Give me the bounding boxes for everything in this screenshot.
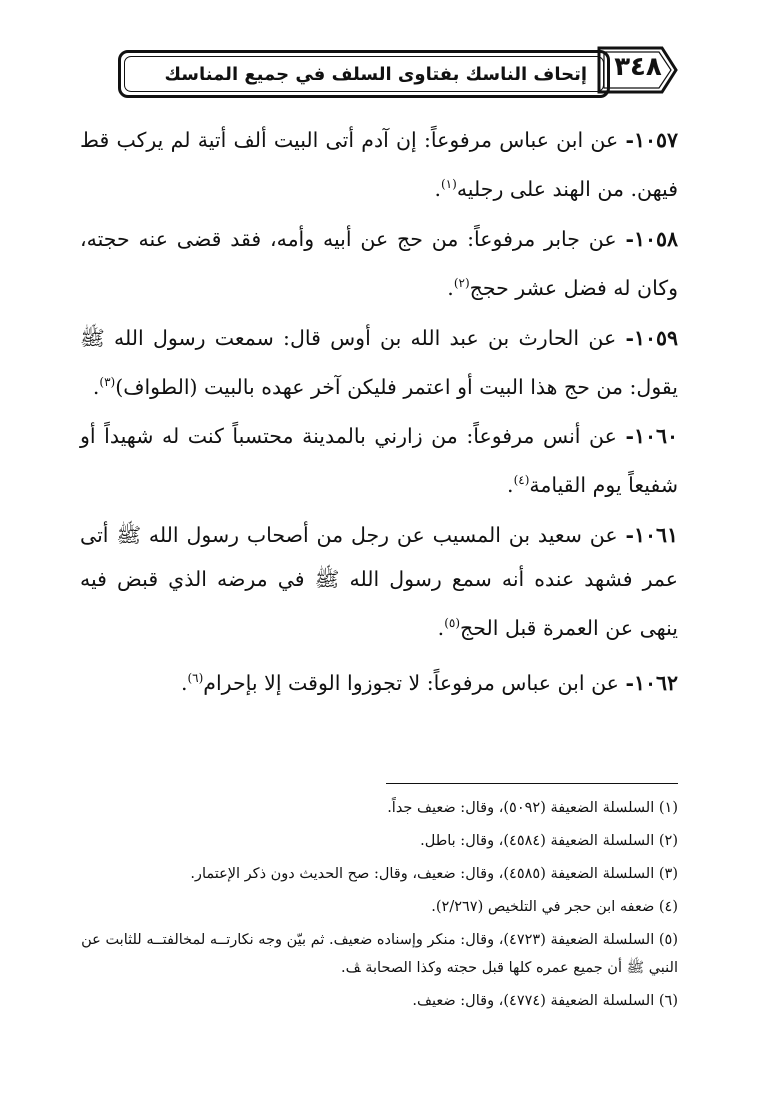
hadith-number: ١٠٥٨- [625, 226, 678, 251]
period: . [437, 616, 445, 641]
hadith-paragraph [80, 316, 678, 409]
hadith-text: عن الحارث بن عبد الله بن أوس قال: سمعت رسول الله ﷺ يقول: من حج هذا البيت أو اعتمر فليكن آخر عهده بالبيت (الطواف) [80, 325, 678, 399]
hadith-number: ١٠٦٢- [625, 670, 678, 695]
footnote: (٥) السلسلة الضعيفة (٤٧٢٣)، وقال: منكر وإسناده ضعيف. ثم بيّن وجه نكارتــه لمخالفتــه للثابت عن النبي ﷺ أن جميع عمره كلها قبل حجته وكذا الصحابة ﭫ. [81, 932, 678, 976]
hadith-paragraph [80, 118, 678, 211]
page-header [118, 44, 680, 100]
hadith-number: ١٠٦٠- [625, 424, 678, 449]
hadith-text: عن ابن عباس مرفوعاً: لا تجوزوا الوقت إلا بإحرام [203, 670, 626, 695]
hadith-number: ١٠٦١- [625, 523, 678, 548]
footnote-ref: (٣) [99, 374, 116, 389]
period: . [507, 473, 514, 498]
footnote: (٢) السلسلة الضعيفة (٤٥٨٤)، وقال: باطل. [420, 833, 678, 849]
hadith-text: عن ابن عباس مرفوعاً: إن آدم أتى البيت ألف أتية لم يركب قط فيهن. من الهند على رجليه [80, 128, 678, 201]
hadith-paragraph [80, 656, 678, 705]
hadith-number: ١٠٥٩- [625, 325, 678, 350]
period: . [180, 670, 188, 695]
hadith-text: عن سعيد بن المسيب عن رجل من أصحاب رسول الله ﷺ أتى عمر فشهد عنده أنه سمع رسول الله ﷺ في مرضه الذي قبض فيه ينهى عن العمرة قبل الحج [80, 523, 678, 641]
period: . [434, 176, 441, 201]
footnote: (٦) السلسلة الضعيفة (٤٧٧٤)، وقال: ضعيف. [412, 993, 678, 1009]
footnote: (٤) ضعفه ابن حجر في التلخيص (٢/٢٦٧). [431, 899, 678, 915]
footnote: (٣) السلسلة الضعيفة (٤٥٨٥)، وقال: ضعيف، وقال: صح الحديث دون ذكر الإعتمار. [190, 866, 678, 882]
hadith-paragraph [80, 414, 678, 507]
period: . [447, 275, 454, 300]
hadith-text: عن أنس مرفوعاً: من زارني بالمدينة محتسباً كنت له شهيداً أو شفيعاً يوم القيامة [80, 424, 678, 498]
footnotes [80, 794, 678, 1020]
main-text [80, 118, 678, 711]
footnote-ref: (٢) [453, 275, 470, 290]
footnote-ref: (٦) [187, 671, 204, 686]
footnote-ref: (٥) [444, 616, 461, 631]
period: . [92, 374, 100, 399]
hadith-number: ١٠٥٧- [625, 128, 678, 152]
hadith-paragraph [80, 513, 678, 650]
footnote-separator [386, 783, 678, 784]
page-number: ٣٤٨ [614, 52, 662, 82]
hadith-text: عن جابر مرفوعاً: من حج عن أبيه وأمه، فقد قضى عنه حجته، وكان له فضل عشر حجج [80, 226, 678, 300]
footnote-ref: (٤) [513, 473, 530, 488]
book-title: إتحاف الناسك بفتاوى السلف في جميع المناسك [164, 63, 587, 85]
hadith-paragraph [80, 217, 678, 310]
footnote-ref: (١) [440, 177, 457, 191]
title-frame [118, 50, 610, 98]
footnote: (١) السلسلة الضعيفة (٥٠٩٢)، وقال: ضعيف جداً. [387, 800, 678, 816]
